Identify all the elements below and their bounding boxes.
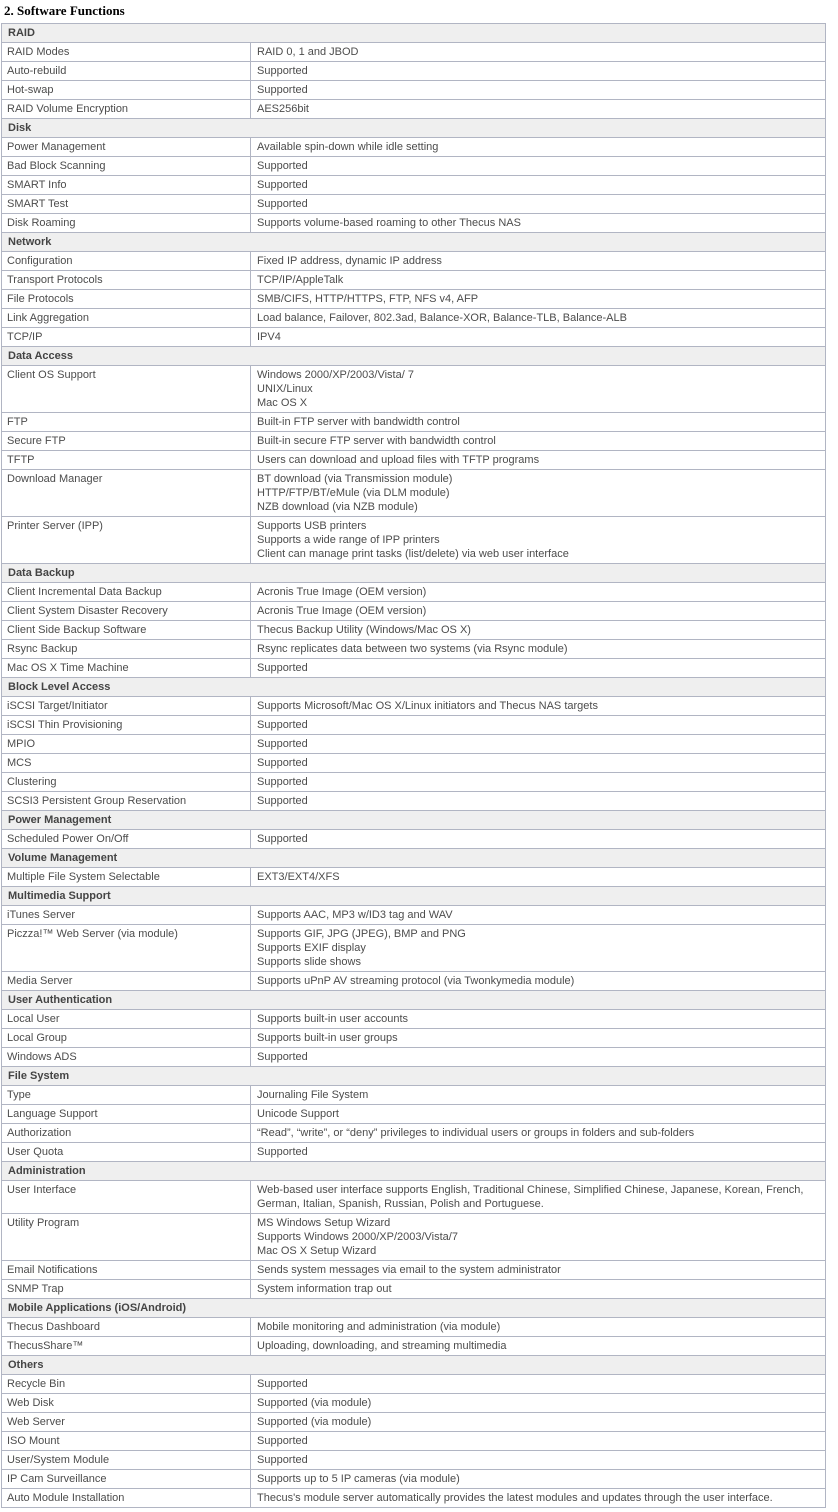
feature-value [251,754,826,773]
table-row [2,716,826,735]
table-row [2,157,826,176]
feature-value [251,906,826,925]
feature-label: Power Management [2,138,251,157]
feature-value-line: Supported [257,662,308,674]
feature-value [251,195,826,214]
feature-value-line: Supports uPnP AV streaming protocol (via Twonkymedia module) [257,975,575,987]
table-row [2,271,826,290]
feature-label: Client OS Support [2,366,251,413]
feature-label: Bad Block Scanning [2,157,251,176]
feature-value [251,1451,826,1470]
feature-value [251,1086,826,1105]
feature-value [251,138,826,157]
feature-value [251,1375,826,1394]
section-header-row [2,24,826,43]
table-row [2,1029,826,1048]
feature-value-line: Load balance, Failover, 802.3ad, Balance-XOR, Balance-TLB, Balance-ALB [257,312,627,324]
table-row [2,62,826,81]
section-header-row [2,678,826,697]
feature-value-line: Sends system messages via email to the system administrator [257,1264,561,1276]
table-row [2,1337,826,1356]
feature-value [251,470,826,517]
feature-label: IP Cam Surveillance [2,1470,251,1489]
feature-value-line: Unicode Support [257,1108,339,1120]
feature-value-line: Supported [257,833,308,845]
feature-value-line: Supported [257,84,308,96]
section-header: File System [2,1067,826,1086]
feature-value-line: Supports Microsoft/Mac OS X/Linux initiators and Thecus NAS targets [257,700,598,712]
feature-value [251,309,826,328]
feature-label: Download Manager [2,470,251,517]
feature-value [251,328,826,347]
feature-value [251,868,826,887]
feature-value-line: Supported [257,757,308,769]
feature-label: User/System Module [2,1451,251,1470]
section-header-row [2,1299,826,1318]
table-row [2,309,826,328]
feature-value [251,1318,826,1337]
table-row [2,659,826,678]
feature-label: FTP [2,413,251,432]
feature-value-line: UNIX/Linux [257,383,313,395]
feature-value [251,81,826,100]
feature-value-line: Supported [257,1051,308,1063]
table-row [2,1143,826,1162]
table-row [2,1105,826,1124]
feature-label: Auto Module Installation [2,1489,251,1508]
feature-value-line: Supported [257,65,308,77]
feature-value-line: Supports slide shows [257,956,361,968]
feature-label: File Protocols [2,290,251,309]
table-row [2,138,826,157]
feature-value [251,432,826,451]
feature-label: RAID Volume Encryption [2,100,251,119]
feature-value [251,773,826,792]
feature-label: Transport Protocols [2,271,251,290]
table-row [2,1413,826,1432]
feature-label: Link Aggregation [2,309,251,328]
feature-label: Clustering [2,773,251,792]
feature-value-line: Supported [257,1378,308,1390]
feature-label: User Quota [2,1143,251,1162]
feature-value [251,100,826,119]
feature-value-line: Available spin-down while idle setting [257,141,439,153]
feature-label: ISO Mount [2,1432,251,1451]
feature-label: Mac OS X Time Machine [2,659,251,678]
table-row [2,1470,826,1489]
feature-value-line: RAID 0, 1 and JBOD [257,46,359,58]
feature-label: SMART Info [2,176,251,195]
section-header-row [2,347,826,366]
feature-label: Type [2,1086,251,1105]
feature-label: TFTP [2,451,251,470]
feature-label: Auto-rebuild [2,62,251,81]
feature-value-line: Client can manage print tasks (list/delete) via web user interface [257,548,569,560]
software-functions-table [1,23,826,1508]
feature-label: Windows ADS [2,1048,251,1067]
feature-label: RAID Modes [2,43,251,62]
section-header: Others [2,1356,826,1375]
table-row [2,972,826,991]
feature-label: Disk Roaming [2,214,251,233]
section-header-row [2,811,826,830]
feature-value [251,1413,826,1432]
table-row [2,1010,826,1029]
feature-value [251,1010,826,1029]
feature-value-line: Supports a wide range of IPP printers [257,534,440,546]
feature-value-line: Rsync replicates data between two systems (via Rsync module) [257,643,568,655]
table-row [2,621,826,640]
feature-value-line: “Read”, “write”, or “deny” privileges to individual users or groups in folders and sub-folders [257,1127,695,1139]
feature-label: Piczza!™ Web Server (via module) [2,925,251,972]
table-row [2,43,826,62]
feature-value-line: Supported [257,738,308,750]
feature-value [251,413,826,432]
feature-value [251,1143,826,1162]
feature-value-line: Supports volume-based roaming to other Thecus NAS [257,217,521,229]
feature-label: Client System Disaster Recovery [2,602,251,621]
feature-label: SMART Test [2,195,251,214]
feature-value [251,1214,826,1261]
feature-value [251,602,826,621]
table-row [2,1451,826,1470]
feature-value-line: Mac OS X [257,397,308,409]
table-row [2,432,826,451]
feature-value [251,583,826,602]
feature-value-line: IPV4 [257,331,281,343]
feature-value-line: Supported [257,179,308,191]
feature-value [251,1394,826,1413]
feature-value [251,1105,826,1124]
feature-value-line: Built-in FTP server with bandwidth control [257,416,460,428]
feature-value [251,735,826,754]
table-row [2,773,826,792]
feature-label: Printer Server (IPP) [2,517,251,564]
table-row [2,413,826,432]
section-header-row [2,119,826,138]
table-row [2,100,826,119]
feature-label: SNMP Trap [2,1280,251,1299]
feature-value-line: SMB/CIFS, HTTP/HTTPS, FTP, NFS v4, AFP [257,293,479,305]
feature-value-line: Supported [257,719,308,731]
table-row [2,1280,826,1299]
feature-value-line: TCP/IP/AppleTalk [257,274,344,286]
feature-value [251,1489,826,1508]
feature-value-line: Supported [257,198,308,210]
feature-value [251,451,826,470]
section-header: Network [2,233,826,252]
feature-value-line: Supported [257,1146,308,1158]
feature-value-line: Supported [257,776,308,788]
section-header: Volume Management [2,849,826,868]
feature-value [251,252,826,271]
feature-value [251,640,826,659]
feature-value [251,43,826,62]
feature-value-line: Acronis True Image (OEM version) [257,605,427,617]
feature-label: iSCSI Thin Provisioning [2,716,251,735]
table-row [2,252,826,271]
table-row [2,195,826,214]
feature-value [251,214,826,233]
feature-value-line: Windows 2000/XP/2003/Vista/ 7 [257,369,414,381]
feature-value-line: Journaling File System [257,1089,369,1101]
feature-value-line: Supported [257,795,308,807]
feature-value [251,1124,826,1143]
feature-label: iTunes Server [2,906,251,925]
table-row [2,868,826,887]
feature-value-line: Supported [257,1435,308,1447]
section-header-row [2,564,826,583]
feature-value [251,1432,826,1451]
feature-value-line: Thecus's module server automatically provides the latest modules and updates through the user interface. [257,1492,773,1504]
feature-value [251,1261,826,1280]
feature-value [251,830,826,849]
feature-value-line: Acronis True Image (OEM version) [257,586,427,598]
feature-value [251,659,826,678]
feature-value [251,290,826,309]
feature-value [251,176,826,195]
feature-label: SCSI3 Persistent Group Reservation [2,792,251,811]
feature-value [251,621,826,640]
feature-label: Web Server [2,1413,251,1432]
section-header: Multimedia Support [2,887,826,906]
section-header-row [2,1356,826,1375]
section-header: Data Backup [2,564,826,583]
feature-label: Multiple File System Selectable [2,868,251,887]
feature-label: Utility Program [2,1214,251,1261]
table-row [2,1261,826,1280]
feature-label: Client Side Backup Software [2,621,251,640]
feature-value-line: Fixed IP address, dynamic IP address [257,255,442,267]
feature-label: ThecusShare™ [2,1337,251,1356]
feature-value [251,1048,826,1067]
feature-value-line: Mac OS X Setup Wizard [257,1245,377,1257]
spec-table-body [2,24,826,1508]
section-header: Administration [2,1162,826,1181]
feature-value-line: NZB download (via NZB module) [257,501,418,513]
feature-label: Authorization [2,1124,251,1143]
feature-value-line: AES256bit [257,103,309,115]
feature-value [251,1280,826,1299]
feature-value-line: BT download (via Transmission module) [257,473,453,485]
section-header-row [2,233,826,252]
feature-value [251,1029,826,1048]
feature-value-line: Mobile monitoring and administration (via module) [257,1321,501,1333]
feature-value-line: Supports up to 5 IP cameras (via module) [257,1473,460,1485]
section-header: Power Management [2,811,826,830]
table-row [2,470,826,517]
section-header: User Authentication [2,991,826,1010]
section-header-row [2,1162,826,1181]
feature-label: Local Group [2,1029,251,1048]
feature-value [251,271,826,290]
feature-label: Local User [2,1010,251,1029]
feature-value [251,972,826,991]
feature-value [251,697,826,716]
section-header: Disk [2,119,826,138]
table-row [2,697,826,716]
table-row [2,328,826,347]
section-header: Block Level Access [2,678,826,697]
section-header: Mobile Applications (iOS/Android) [2,1299,826,1318]
feature-value [251,1337,826,1356]
feature-value-line: Supported [257,160,308,172]
table-row [2,754,826,773]
table-row [2,1214,826,1261]
page-title: 2. Software Functions [4,3,125,18]
feature-value-line: Supports GIF, JPG (JPEG), BMP and PNG [257,928,466,940]
feature-label: Hot-swap [2,81,251,100]
feature-label: MPIO [2,735,251,754]
feature-value [251,157,826,176]
feature-value-line: Supports built-in user accounts [257,1013,409,1025]
feature-value-line: Built-in secure FTP server with bandwidth control [257,435,496,447]
feature-value [251,1181,826,1214]
feature-value [251,517,826,564]
feature-value-line: System information trap out [257,1283,392,1295]
feature-label: Web Disk [2,1394,251,1413]
feature-label: Configuration [2,252,251,271]
feature-value-line: Supported (via module) [257,1416,372,1428]
feature-value-line: Supports USB printers [257,520,367,532]
table-row [2,1048,826,1067]
feature-value-line: EXT3/EXT4/XFS [257,871,340,883]
table-row [2,81,826,100]
feature-value-line: Supports AAC, MP3 w/ID3 tag and WAV [257,909,453,921]
table-row [2,517,826,564]
feature-label: Recycle Bin [2,1375,251,1394]
feature-value-line: Thecus Backup Utility (Windows/Mac OS X) [257,624,471,636]
table-row [2,640,826,659]
section-header: RAID [2,24,826,43]
table-row [2,1318,826,1337]
table-row [2,1432,826,1451]
section-header: Data Access [2,347,826,366]
feature-value-line: Supports built-in user groups [257,1032,398,1044]
feature-label: Media Server [2,972,251,991]
feature-value-line: HTTP/FTP/BT/eMule (via DLM module) [257,487,450,499]
feature-value-line: Supported (via module) [257,1397,372,1409]
feature-value [251,792,826,811]
table-row [2,366,826,413]
table-row [2,1086,826,1105]
feature-label: MCS [2,754,251,773]
table-row [2,1394,826,1413]
feature-label: Scheduled Power On/Off [2,830,251,849]
feature-label: iSCSI Target/Initiator [2,697,251,716]
table-row [2,830,826,849]
table-row [2,290,826,309]
section-header-row [2,849,826,868]
feature-label: Thecus Dashboard [2,1318,251,1337]
table-row [2,1181,826,1214]
section-header-row [2,1067,826,1086]
feature-value-line: MS Windows Setup Wizard [257,1217,391,1229]
feature-label: User Interface [2,1181,251,1214]
table-row [2,176,826,195]
feature-value-line: Supported [257,1454,308,1466]
feature-label: Email Notifications [2,1261,251,1280]
feature-value-line: Web-based user interface supports English, Traditional Chinese, Simplified Chinese, Japanese, Korean, French, German, Italian, Spanish, Russian, Polish and Portuguese. [257,1184,804,1210]
feature-value-line: Users can download and upload files with TFTP programs [257,454,540,466]
feature-label: TCP/IP [2,328,251,347]
feature-label: Secure FTP [2,432,251,451]
feature-value [251,925,826,972]
feature-label: Rsync Backup [2,640,251,659]
feature-value [251,366,826,413]
table-row [2,1375,826,1394]
feature-value [251,62,826,81]
table-row [2,1489,826,1508]
feature-value [251,716,826,735]
table-row [2,906,826,925]
feature-label: Language Support [2,1105,251,1124]
section-header-row [2,991,826,1010]
table-row [2,451,826,470]
section-header-row [2,887,826,906]
feature-value [251,1470,826,1489]
feature-value-line: Supports Windows 2000/XP/2003/Vista/7 [257,1231,458,1243]
table-row [2,602,826,621]
table-row [2,583,826,602]
table-row [2,1124,826,1143]
table-row [2,792,826,811]
table-row [2,735,826,754]
table-row [2,214,826,233]
feature-label: Client Incremental Data Backup [2,583,251,602]
table-row [2,925,826,972]
feature-value-line: Supports EXIF display [257,942,366,954]
feature-value-line: Uploading, downloading, and streaming multimedia [257,1340,507,1352]
